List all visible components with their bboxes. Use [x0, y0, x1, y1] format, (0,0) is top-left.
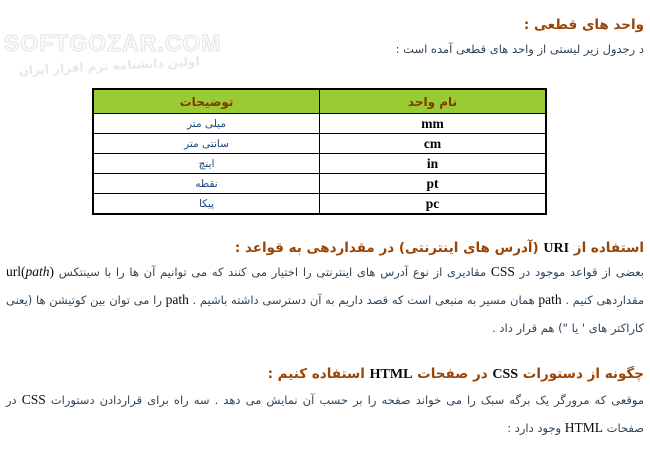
unit-name-cell: pt	[320, 174, 547, 194]
section-heading-css-in-html: چگونه از دستورات CSS در صفحات HTML استفاده کنیم :	[267, 366, 644, 382]
unit-desc-cell: پیکا	[93, 194, 320, 215]
watermark-subtitle: اولین دانشنامه نرم افزار ایران	[18, 54, 200, 78]
unit-name-cell: in	[320, 154, 547, 174]
units-table	[92, 88, 547, 215]
unit-desc-cell: نقطه	[93, 174, 320, 194]
column-header-description: توضیحات	[93, 89, 320, 114]
table-row	[93, 174, 546, 194]
units-table-header-row	[93, 89, 546, 114]
table-row	[93, 134, 546, 154]
unit-desc-cell: میلی متر	[93, 114, 320, 134]
section-heading-uri: استفاده از URI (آدرس های اینترنتی) در مقداردهی به قواعد :	[234, 240, 644, 256]
unit-name-cell: pc	[320, 194, 547, 215]
table-row	[93, 114, 546, 134]
unit-desc-cell: اینچ	[93, 154, 320, 174]
units-intro-text: د رجدول زیر لیستی از واحد های قطعی آمده است :	[395, 42, 644, 56]
watermark-logo-text: SOFTGOZAR.COM	[4, 30, 222, 56]
unit-name-cell: mm	[320, 114, 547, 134]
unit-desc-cell: سانتی متر	[93, 134, 320, 154]
column-header-unit-name: نام واحد	[320, 89, 547, 114]
table-row	[93, 194, 546, 215]
section-heading-units: واحد های قطعی :	[523, 17, 644, 33]
uri-paragraph: بعضی از قواعد موجود در CSS مقادیری از نوع آدرس های اینترنتی را اختیار می کنند که می توانیم آن ها را با سینتکس url(path)‎ مقداردهی کنیم . path همان مسیر به منبعی است که قصد داریم به آن دسترسی داشته باشیم . path را می توان بین کوتیشن ها (یعنی کاراکتر های ' یا ") هم قرار داد .	[6, 264, 644, 335]
unit-name-cell: cm	[320, 134, 547, 154]
table-row	[93, 154, 546, 174]
css-in-html-paragraph: موقعی که مرورگر یک برگه سبک را می خواند صفحه را بر حسب آن نمایش می دهد . سه راه برای قراردادن دستورات CSS در صفحات HTML وجود دارد :	[6, 392, 644, 435]
